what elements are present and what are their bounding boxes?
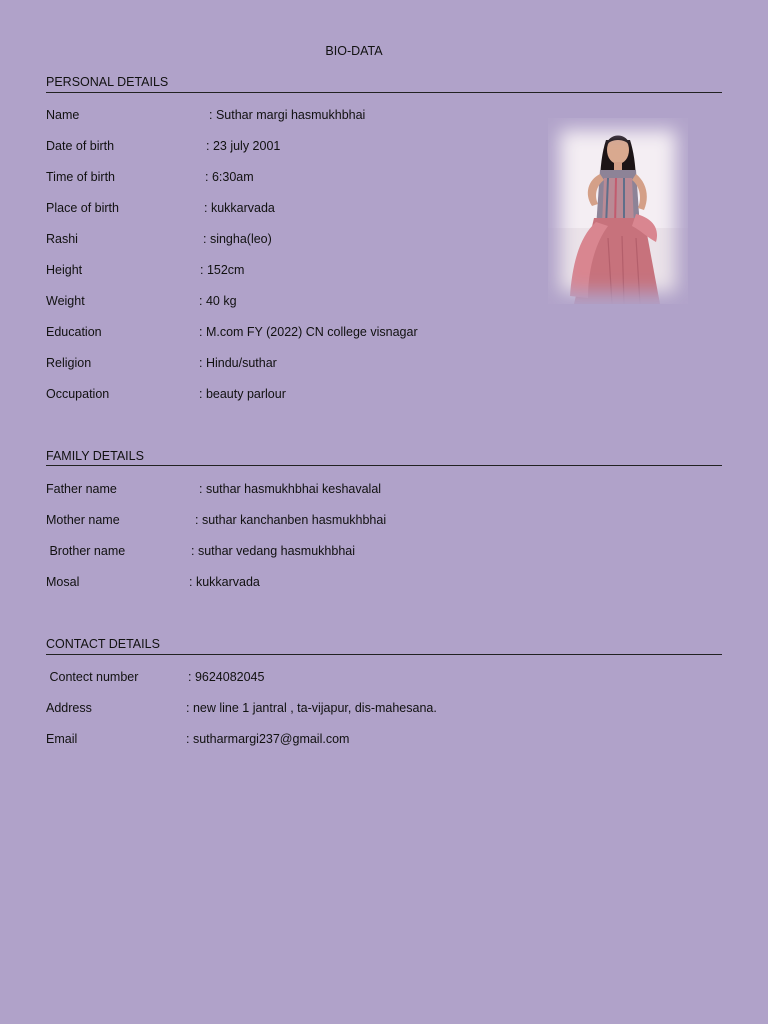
field-value: : M.com FY (2022) CN college visnagar (199, 325, 418, 339)
personal-details-divider (46, 92, 722, 93)
field-label: Rashi (46, 232, 78, 246)
family-details-divider (46, 465, 722, 466)
address-value: : new line 1 jantral , ta-vijapur, dis-mahesana. (186, 701, 437, 715)
personal-details-heading: PERSONAL DETAILS (46, 75, 169, 89)
field-label: Date of birth (46, 139, 115, 153)
profile-photo (548, 118, 688, 304)
field-label: Address (46, 701, 92, 715)
field-label: Religion (46, 356, 92, 370)
field-label: Email (46, 732, 78, 746)
field-label: Mother name (46, 513, 120, 527)
field-value: : beauty parlour (199, 387, 286, 401)
email-value: : sutharmargi237@gmail.com (186, 732, 350, 746)
field-label: Education (46, 325, 102, 339)
field-label: Mosal (46, 575, 80, 589)
field-value: : kukkarvada (204, 201, 275, 215)
field-value: : Suthar margi hasmukhbhai (209, 108, 366, 122)
field-value: : suthar vedang hasmukhbhai (191, 544, 355, 558)
field-label: Occupation (46, 387, 110, 401)
page-title: BIO-DATA (325, 44, 383, 58)
phone-number-value: : 9624082045 (188, 670, 265, 684)
field-value: : 6:30am (205, 170, 254, 184)
field-label: Brother name (46, 544, 126, 558)
field-label: Time of birth (46, 170, 116, 184)
field-value: : 23 july 2001 (206, 139, 281, 153)
field-value: : 152cm (200, 263, 245, 277)
field-value: : singha(leo) (203, 232, 272, 246)
field-value: : Hindu/suthar (199, 356, 277, 370)
field-label: Name (46, 108, 80, 122)
profile-photo-illustration (548, 118, 688, 304)
field-value: : kukkarvada (189, 575, 260, 589)
field-label: Father name (46, 482, 117, 496)
field-label: Contect number (46, 670, 139, 684)
family-details-heading: FAMILY DETAILS (46, 449, 144, 463)
field-label: Height (46, 263, 83, 277)
field-label: Weight (46, 294, 85, 308)
field-value: : suthar hasmukhbhai keshavalal (199, 482, 382, 496)
contact-details-heading: CONTACT DETAILS (46, 637, 160, 651)
field-label: Place of birth (46, 201, 119, 215)
contact-details-divider (46, 654, 722, 655)
field-value: : 40 kg (199, 294, 237, 308)
field-value: : suthar kanchanben hasmukhbhai (195, 513, 387, 527)
